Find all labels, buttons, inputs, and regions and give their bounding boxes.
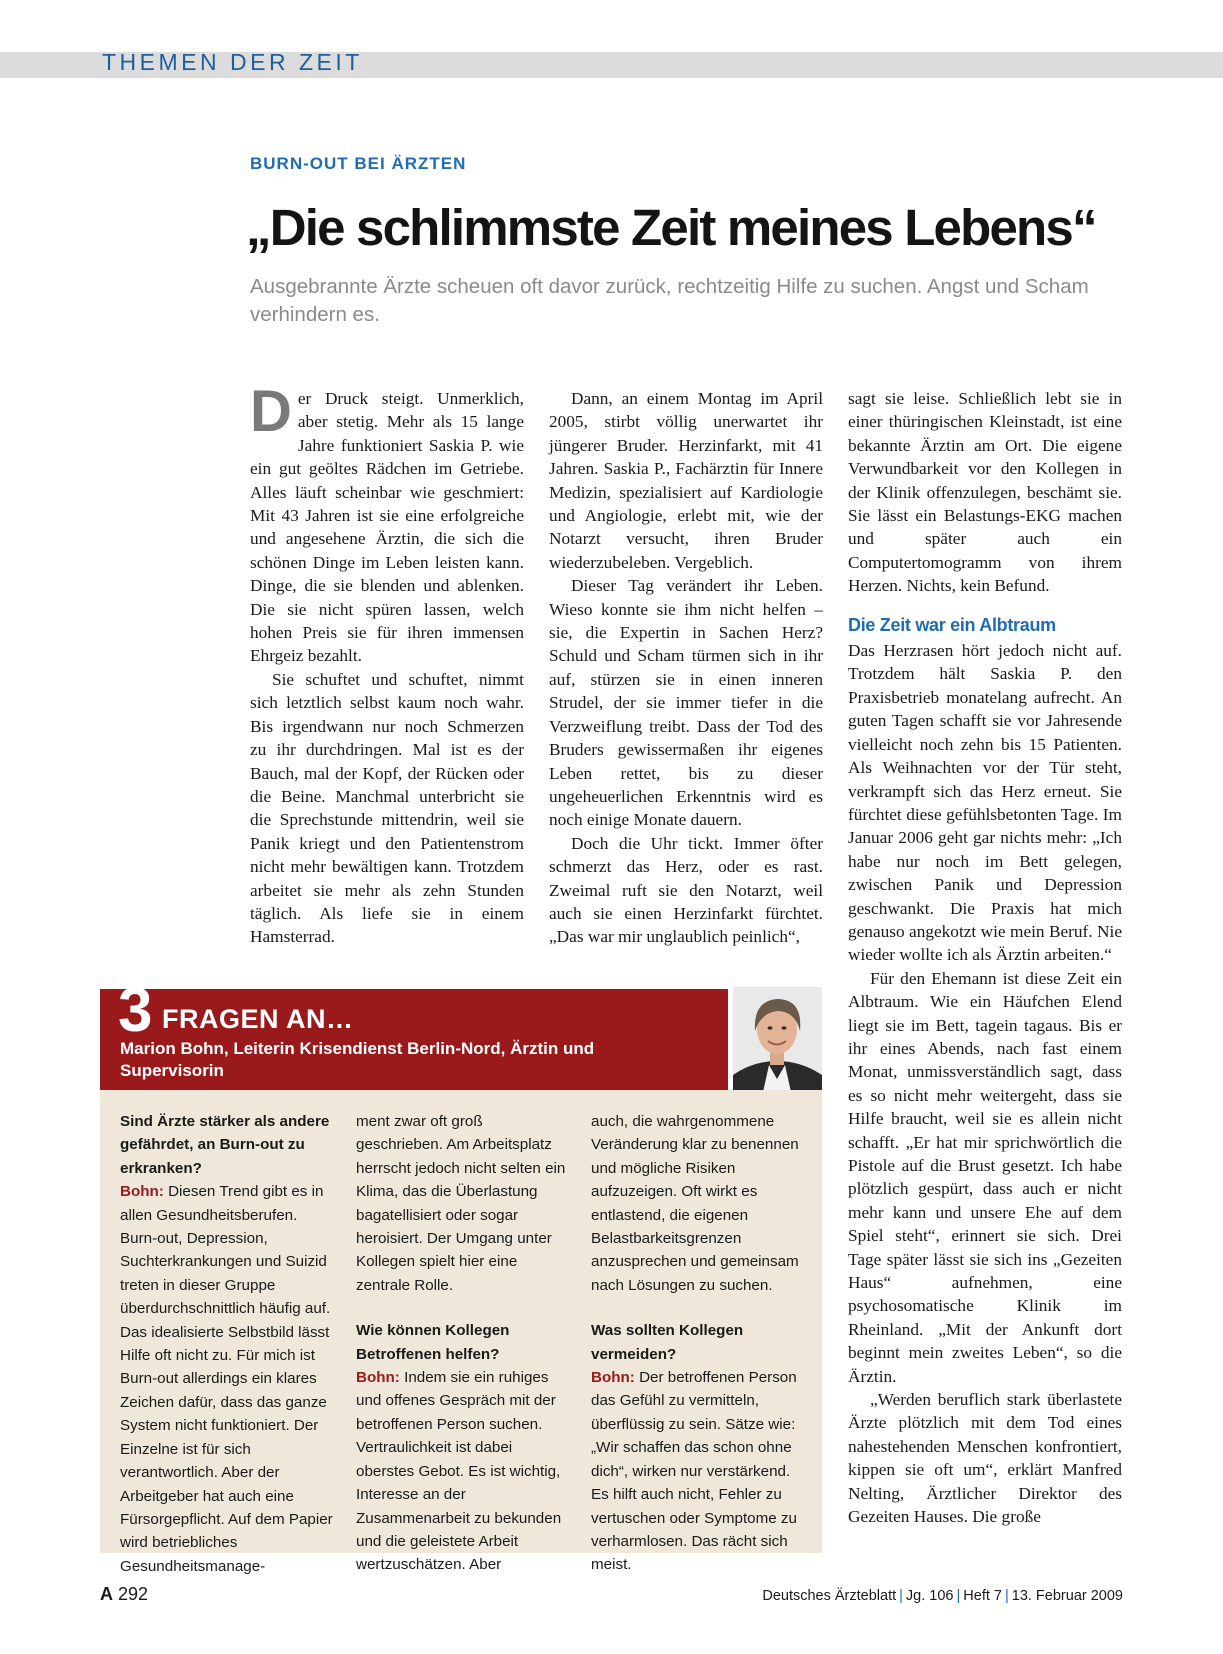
paragraph: Doch die Uhr tickt. Immer öfter schmerzt das Herz, oder es rast. Zweimal ruft sie den Notarzt, weil auch sie einen Herzinfarkt fürchtet. „Das war mir unglaublich peinlich“, [549,833,823,947]
paragraph: Das Herzrasen hört jedoch nicht auf. Trotzdem hält Saskia P. den Praxisbetrieb monatelang aufrecht. An guten Tagen schafft sie vor Jahresende vielleicht noch zehn bis 15 Patienten. Als Weihnachten vor der Tür steht, verkrampft sich das Herz erneut. Sie fürchtet diese gefühlsbetonten Tage. Im Januar 2006 geht gar nichts mehr: „Ich habe nur noch im Bett gelegen, zwischen Panik und Depression geschwankt. Die Praxis hat mich genauso angekotzt wie mein Beruf. Nie wieder wollte ich als Ärztin arbeiten.“ [848,641,1122,965]
separator: | [899,1588,903,1604]
interview-question: Sind Ärzte stärker als andere gefährdet, an Burn-out zu erkranken? [120,1113,330,1177]
article-kicker: BURN-OUT BEI ÄRZTEN [250,154,467,173]
portrait-illustration [733,987,822,1092]
paragraph: Sie schuftet und schuftet, nimmt sich letztlich selbst kaum noch wahr. Bis irgendwann nur noch Schmerzen zu ihr durchdringen. Mal ist es der Bauch, mal der Kopf, der Rücken oder die Beine. Manchmal unterbricht sie die Sprechstunde mittendrin, weil sie Panik kriegt und den Patientenstrom nicht mehr bewältigen kann. Trotzdem arbeitet sie mehr als zehn Stunden täglich. Als liefe sie in einem Hamsterrad. [250,669,524,947]
journal-issue: Heft 7 [963,1588,1002,1604]
section-subhead: Die Zeit war ein Albtraum [848,614,1056,635]
page-prefix: A [100,1584,113,1604]
interview-title: FRAGEN AN… [162,1004,354,1034]
paragraph: sagt sie leise. Schließlich lebt sie in einer thüringischen Kleinstadt, ist eine bekannte Ärztin am Ort. Die eigene Verwundbarkeit vor den Kollegen in der Klinik offenzulegen, beschämt sie. Sie lässt ein Belastungs-EKG machen und später auch ein Computertomogramm von ihrem Herzen. Nichts, kein Befund. [848,389,1122,596]
answer-text: Indem sie ein ruhiges und offenes Gespräch mit der betroffenen Person suchen. Vertraulichkeit ist dabei oberstes Gebot. Es ist wichtig, Interesse an der Zusammenarbeit zu bekunden und die geleistete Arbeit wertzuschätzen. Aber [356,1369,562,1574]
journal-volume: Jg. 106 [905,1588,954,1604]
paragraph: Dieser Tag verändert ihr Leben. Wieso konnte sie ihm nicht helfen – sie, die Expertin in Sachen Herz? Schuld und Scham türmen sich in ihr auf, stürzen sie in einen inneren Strudel, der sie immer tiefer in die Verzweiflung treibt. Dass der Tod des Bruders gewissermaßen ihr eigenes Leben rettet, bis zu dieser ungeheuerlichen Erkenntnis wird es noch einige Monate dauern. [549,576,823,830]
section-label: THEMEN DER ZEIT [102,49,363,75]
interview-answer [356,1366,570,1577]
paragraph-text: er Druck steigt. Unmerklich, aber stetig. Mehr als 15 lange Jahre funktioniert Saskia P. wie ein gut geöltes Rädchen im Getriebe. Alles läuft scheinbar wie geschmiert: Mit 43 Jahren ist sie eine erfolgreiche und angesehene Ärztin, die sich die schönen Dinge im Leben leisten kann. Dinge, die sie blenden und ablenken. Die sie nicht spüren lassen, welch hohen Preis sie für ihren immensen Ehrgeiz bezahlt. [250,389,524,666]
interview-column-3 [591,1110,805,1577]
speaker-label: Bohn: [356,1369,400,1387]
article-headline: „Die schlimmste Zeit meines Lebens“ [246,199,1096,256]
portrait-photo [733,987,822,1092]
article-column-1 [250,379,524,949]
interview-column-2 [356,1110,570,1577]
interview-number: 3 [118,976,153,1045]
journal-date: 13. Februar 2009 [1011,1588,1123,1604]
paragraph: „Werden beruflich stark überlastete Ärzte plötzlich mit dem Tod eines nahestehenden Menschen konfrontiert, kippen sie oft um“, erklärt Manfred Nelting, Ärztlicher Direktor des Gezeiten Hauses. Die große [848,1390,1122,1527]
page-number-value: 292 [118,1584,149,1604]
interview-question: Wie können Kollegen Betroffenen helfen? [356,1322,510,1363]
drop-cap: D [250,379,292,444]
article-subline: Ausgebrannte Ärzte scheuen oft davor zurück, rechtzeitig Hilfe zu suchen. Angst und Scham verhindern es. [250,275,1089,326]
interview-answer: auch, die wahrgenommene Veränderung klar zu benennen und mögliche Risiken aufzuzeigen. Oft wirkt es entlastend, die eigenen Belastbarkeitsgrenzen anzusprechen und gemeinsam nach Lösungen zu suchen. [591,1113,799,1294]
interview-question: Was sollten Kollegen vermeiden? [591,1322,744,1363]
speaker-label: Bohn: [591,1369,635,1387]
answer-text: Der betroffenen Person das Gefühl zu vermitteln, überflüssig zu sein. Sätze wie: „Wir schaffen das schon ohne dich“, wirken nur verstärkend. Es hilft auch nicht, Fehler zu vertuschen oder Symptome zu verharmlosen. Das rächt sich meist. [591,1369,797,1574]
paragraph: Dann, an einem Montag im April 2005, stirbt völlig unerwartet ihr jüngerer Bruder. Herzinfarkt, mit 41 Jahren. Saskia P., Fachärztin für Innere Medizin, spezialisiert auf Kardiologie und Angiologie, erlebt mit, wie der Notarzt versucht, ihren Bruder wiederzubeleben. Vergeblich. [549,389,823,572]
footer-citation [762,1588,1123,1604]
journal-name: Deutsches Ärzteblatt [762,1588,897,1604]
interview-answer [591,1366,805,1577]
interview-person: Marion Bohn, Leiterin Krisendienst Berlin-Nord, Ärztin und Supervisorin [120,1039,595,1080]
article-column-2 [549,387,823,949]
page-number [100,1584,148,1605]
interview-answer: ment zwar oft groß geschrieben. Am Arbeitsplatz herrscht jedoch nicht selten ein Klima, das die Überlastung bagatellisiert oder sogar heroisiert. Der Umgang unter Kollegen spielt hier eine zentrale Rolle. [356,1113,566,1294]
speaker-label: Bohn: [120,1183,164,1201]
interview-column-1 [120,1110,336,1578]
separator: | [956,1588,961,1604]
paragraph: Für den Ehemann ist diese Zeit ein Albtraum. Wie ein Häufchen Elend liegt sie im Bett, tagein tagaus. Bis er ihr eines Abends, nach fast einem Monat, unmissverständlich sagt, dass es so nicht mehr weitergeht, dass sie Hilfe braucht, weil sie es allein nicht schafft. „Er hat mir sprichwörtlich die Pistole auf die Brust gesetzt. Ich habe plötzlich gespürt, dass auch er nicht mehr kann und unsere Ehe auf dem Spiel steht“, erinnert sie sich. Drei Tage später lässt sie sich ins „Gezeiten Haus“ aufnehmen, eine psychosomatische Klinik im Rheinland. „Mit der Ankunft dort beginnt mein zweites Leben“, so die Ärztin. [848,968,1122,1386]
article-column-3 [848,387,1122,1529]
interview-answer [120,1180,336,1578]
separator: | [1004,1588,1009,1604]
answer-text: Diesen Trend gibt es in allen Gesundheitsberufen. Burn-out, Depression, Suchterkrankungen und Suizid treten in dieser Gruppe überdurchschnittlich häufig auf. Das idealisierte Selbstbild lässt Hilfe oft nicht zu. Für mich ist Burn-out allerdings ein klares Zeichen dafür, dass das ganze System nicht funktioniert. Der Einzelne ist für sich verantwortlich. Aber der Arbeitgeber hat auch eine Fürsorgepflicht. Auf dem Papier wird betriebliches Gesundheitsmanage- [120,1183,333,1575]
paragraph [250,379,524,668]
